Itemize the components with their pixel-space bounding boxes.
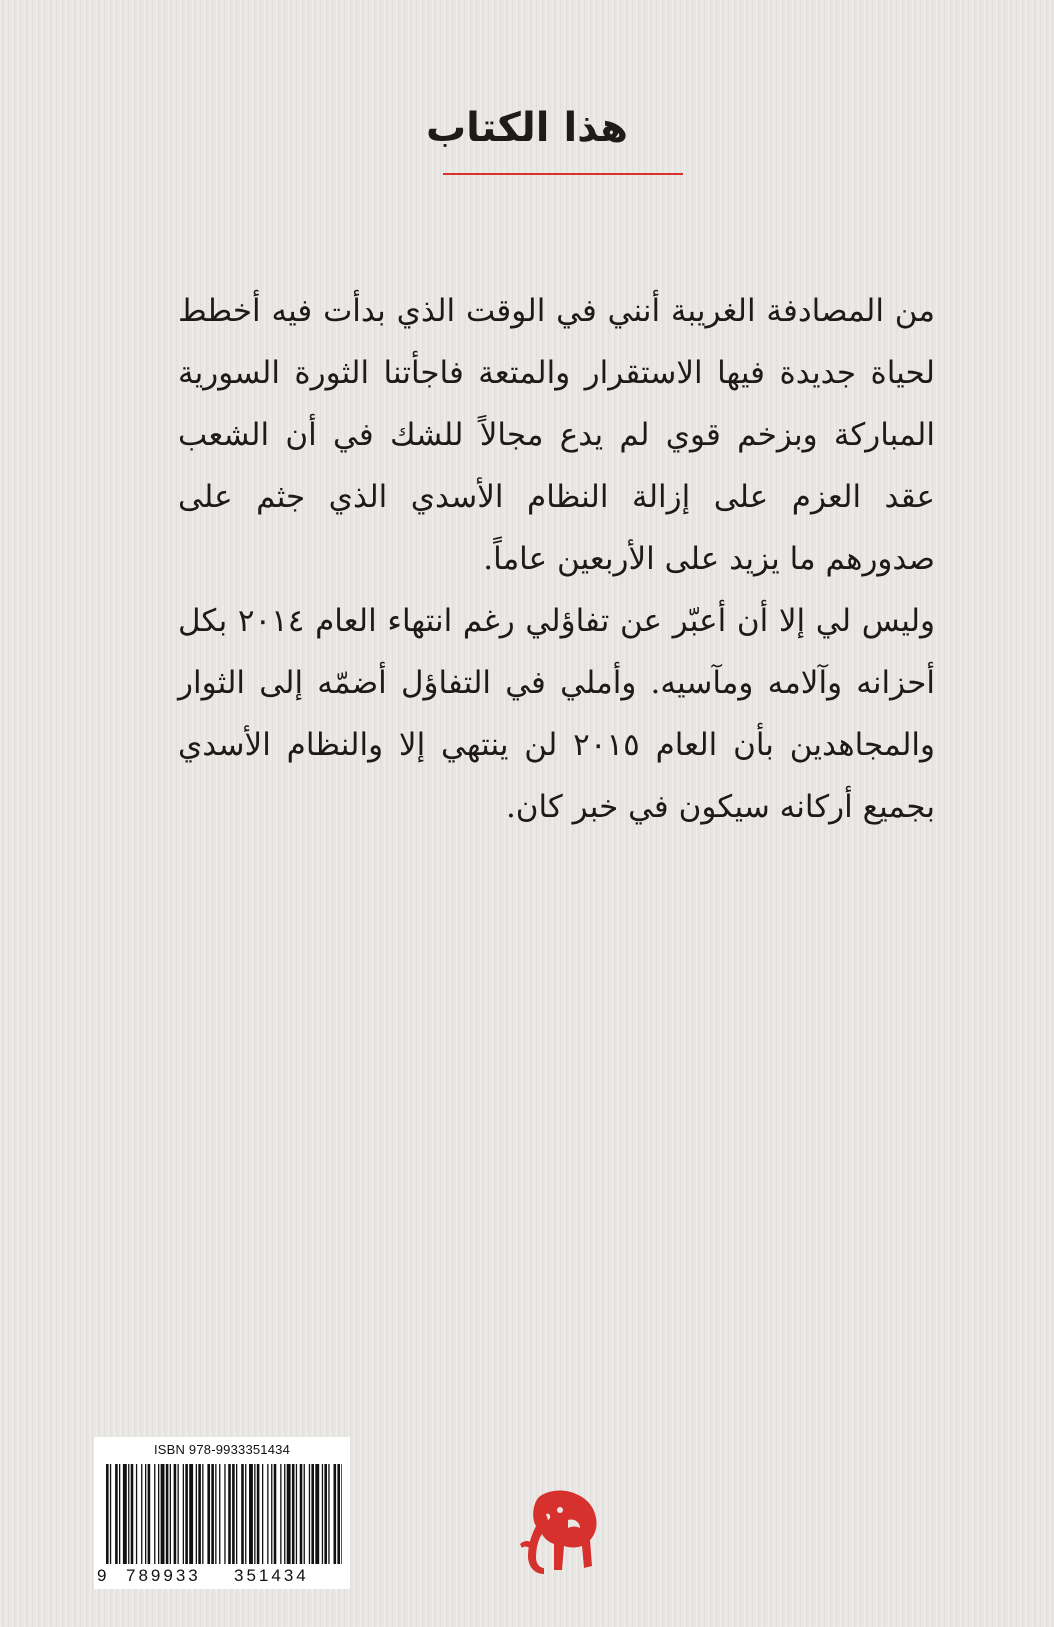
barcode-bar (189, 1464, 193, 1564)
barcode-bar (309, 1464, 310, 1564)
barcode-bar (154, 1464, 155, 1564)
barcode-digits-right: 351434 (234, 1566, 309, 1585)
barcode-bar (141, 1464, 142, 1564)
barcode-bar (123, 1464, 127, 1564)
isbn-label: ISBN 978-9933351434 (153, 1442, 291, 1457)
barcode-bar (322, 1464, 323, 1564)
barcode-bar (337, 1464, 340, 1564)
barcode-bar (267, 1464, 268, 1564)
barcode-bar (196, 1464, 197, 1564)
barcode-bar (341, 1464, 342, 1564)
cover-title: هذا الكتاب (425, 105, 628, 151)
barcode-bar (106, 1464, 109, 1564)
blurb-paragraph-2: وليس لي إلا أن أعبّر عن تفاؤلي رغم انتهاء العام ٢٠١٤ بكل أحزانه وآلامه ومآسيه. وأملي في التفاؤل أضمّه إلى الثوار والمجاهدين بأن العام ٢٠١٥ لن ينتهي إلا والنظام الأسدي بجميع أركانه سيكون في خبر كان. (178, 603, 935, 825)
barcode-bar (219, 1464, 220, 1564)
barcode-bar (211, 1464, 214, 1564)
barcode-bar (131, 1464, 134, 1564)
barcode-bar (328, 1464, 329, 1564)
barcode-bar (249, 1464, 253, 1564)
barcode-bar (224, 1464, 225, 1564)
barcode-bar (315, 1464, 319, 1564)
barcode-bar (311, 1464, 314, 1564)
barcode-bar (245, 1464, 246, 1564)
barcode-bar (241, 1464, 244, 1564)
barcode-bar (296, 1464, 297, 1564)
barcode-digit-first: 9 (97, 1566, 107, 1585)
barcode-bar (207, 1464, 210, 1564)
barcode-bar (292, 1464, 295, 1564)
barcode-bar (236, 1464, 237, 1564)
barcode-bar (185, 1464, 188, 1564)
barcode-bar (262, 1464, 263, 1564)
barcode-bar (128, 1464, 129, 1564)
barcode-digits-left: 789933 (126, 1566, 201, 1585)
barcode-bar (158, 1464, 159, 1564)
barcode-bar (280, 1464, 281, 1564)
barcode-bar (198, 1464, 201, 1564)
barcode-bar (324, 1464, 327, 1564)
barcode-bar (304, 1464, 305, 1564)
barcode-bar (232, 1464, 235, 1564)
barcode-bar (334, 1464, 337, 1564)
blurb-paragraph-1: من المصادفة الغريبة أنني في الوقت الذي بدأت فيه أخطط لحياة جديدة فيها الاستقرار والمتعة فاجأتنا الثورة السورية المباركة وبزخم قوي لم يدع مجالاً للشك في أن الشعب عقد العزم على إزالة النظام الأسدي الذي جثم على صدورهم ما يزيد على الأربعين عاماً. (178, 293, 935, 577)
barcode-bar (257, 1464, 260, 1564)
barcode-bar (174, 1464, 177, 1564)
title-underline (443, 173, 683, 175)
barcode-bar (202, 1464, 203, 1564)
barcode-bar (136, 1464, 137, 1564)
barcode-bar (271, 1464, 272, 1564)
barcode-bar (170, 1464, 171, 1564)
barcode-bar (115, 1464, 118, 1564)
barcode-bar (161, 1464, 165, 1564)
barcode-bar (183, 1464, 184, 1564)
barcode-bar (145, 1464, 146, 1564)
red-elephant-logo-icon (516, 1484, 602, 1584)
blurb (178, 280, 935, 838)
barcode-bar (166, 1464, 169, 1564)
barcode-bar (119, 1464, 120, 1564)
barcode-bar (228, 1464, 231, 1564)
barcode-bar (178, 1464, 179, 1564)
barcode-bar (274, 1464, 277, 1564)
barcode-bar (300, 1464, 303, 1564)
barcode-bar (148, 1464, 151, 1564)
isbn-barcode (94, 1437, 350, 1589)
barcode-bar (254, 1464, 255, 1564)
barcode-digits (94, 1566, 350, 1586)
barcode-bars (106, 1464, 342, 1564)
barcode-bar (284, 1464, 285, 1564)
barcode-bar (287, 1464, 291, 1564)
barcode-bar (110, 1464, 111, 1564)
barcode-bar (215, 1464, 216, 1564)
